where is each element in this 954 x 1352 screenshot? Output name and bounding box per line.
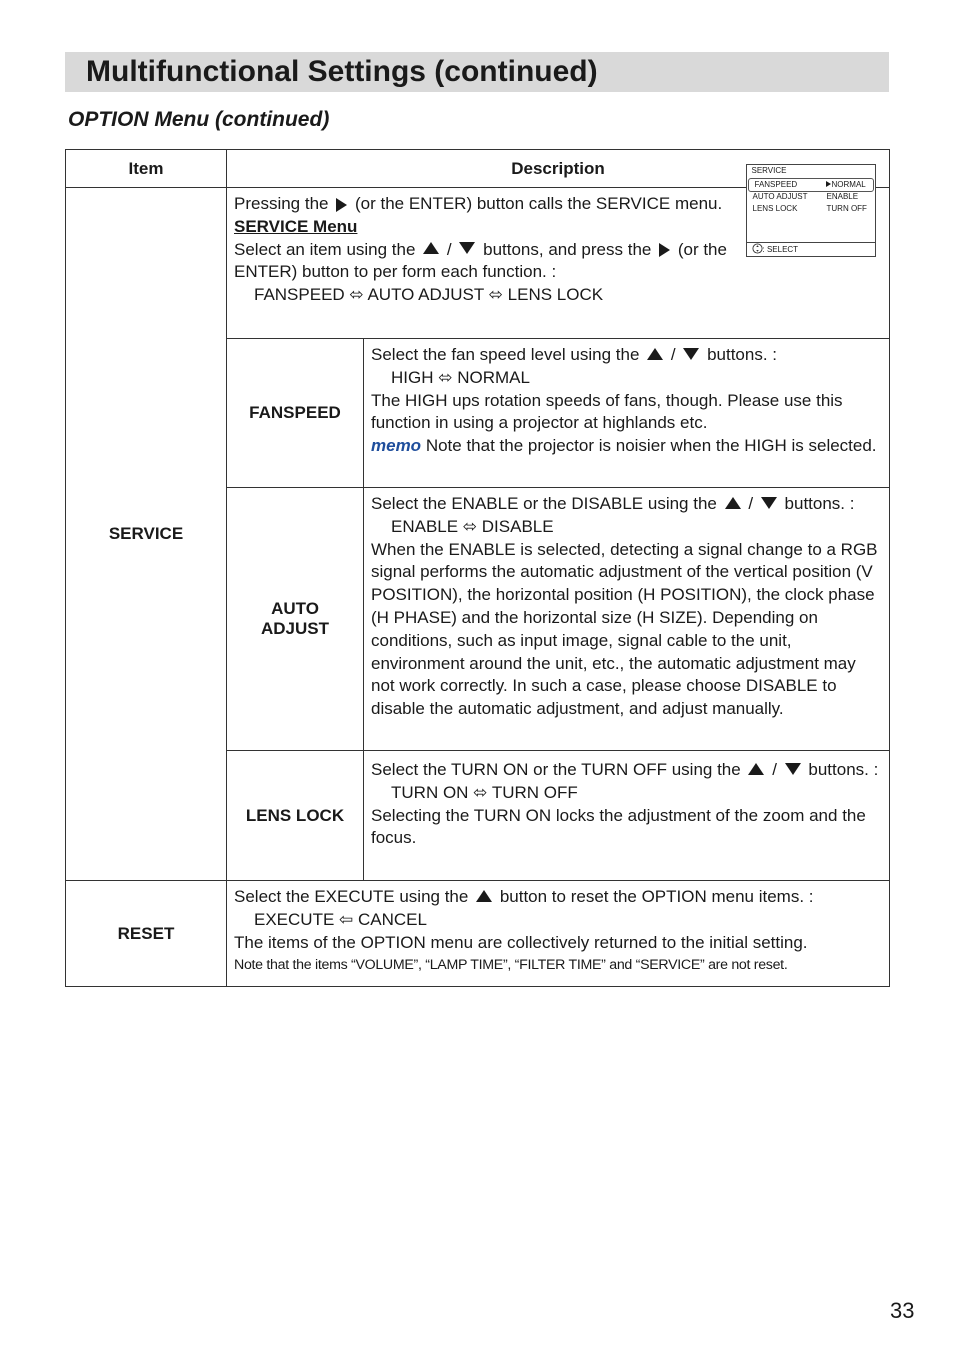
osd-value: ENABLE [826, 191, 859, 201]
auto-adjust-description [364, 488, 890, 751]
reset-options: EXECUTE ⇦ CANCEL [254, 909, 427, 929]
text: Select the TURN ON or the TURN OFF using the [371, 760, 741, 779]
fanspeed-body: The HIGH ups rotation speeds of fans, though. Please use this function in using a projector at highlands etc. [371, 390, 843, 433]
selected-arrow-icon [826, 181, 831, 187]
text: buttons. : [707, 345, 778, 364]
option-table [65, 149, 890, 987]
select-control-icon [752, 243, 763, 254]
right-arrow-icon [659, 243, 670, 257]
reset-note: Note that the items “VOLUME”, “LAMP TIME”, “FILTER TIME” and “SERVICE” are not reset. [234, 957, 788, 974]
table-row [66, 188, 890, 339]
text: Select the EXECUTE using the [234, 887, 469, 906]
reset-description [227, 881, 890, 987]
service-menu-heading: SERVICE Menu [234, 216, 358, 236]
text: Pressing the [234, 194, 329, 213]
memo-text: Note that the projector is noisier when the HIGH is selected. [425, 436, 877, 456]
osd-value [826, 179, 866, 191]
up-arrow-icon [423, 242, 439, 254]
osd-key: LENS LOCK [752, 203, 798, 213]
down-arrow-icon [761, 497, 777, 509]
osd-value-text: NORMAL [831, 179, 866, 189]
osd-header: SERVICE [751, 165, 787, 175]
reset-label: RESET [66, 881, 227, 987]
title-bar [65, 52, 889, 92]
up-arrow-icon [725, 497, 741, 509]
fanspeed-description [364, 339, 890, 488]
header-item: Item [66, 150, 227, 188]
text: Select the ENABLE or the DISABLE using the [371, 494, 717, 513]
up-arrow-icon [748, 763, 764, 775]
auto-adjust-body: When the ENABLE is selected, detecting a signal change to a RGB signal performs the automatic adjustment of the vertical position (V POSITION), the horizontal position (H POSITION), the clock phase (H PHASE) and the horizontal size (H SIZE). Depending on conditions, such as input image, signal cable to the unit, environment around the unit, etc., the automatic adjustment may not work correctly. In such a case, please choose DISABLE to disable the automatic adjustment, and adjust manually. [371, 539, 878, 719]
text: buttons, and press the [483, 239, 652, 259]
osd-key: FANSPEED [754, 179, 798, 189]
osd-value: TURN OFF [826, 203, 867, 213]
page-number: 33 [890, 1298, 915, 1323]
text: / [670, 345, 676, 364]
service-menu-osd [746, 164, 876, 257]
service-sequence: FANSPEED ⬄ AUTO ADJUST ⬄ LENS LOCK [254, 285, 604, 305]
osd-row-auto-adjust [747, 191, 875, 203]
header-description: Description [227, 150, 890, 188]
text: button to reset the OPTION menu items. : [499, 887, 814, 906]
table-row [66, 881, 890, 987]
osd-footer-label [752, 243, 799, 256]
text: / [748, 494, 754, 513]
lens-lock-description [364, 751, 890, 881]
service-label: SERVICE [66, 188, 227, 881]
label-line: AUTO [271, 599, 319, 618]
down-arrow-icon [459, 242, 475, 254]
text: buttons. : [808, 760, 879, 779]
osd-row-lens-lock [747, 203, 875, 215]
text: Select the fan speed level using the [371, 345, 640, 364]
text: / [772, 760, 777, 779]
lens-lock-label: LENS LOCK [227, 751, 364, 881]
section-subtitle: OPTION Menu (continued) [68, 108, 330, 131]
up-arrow-icon [476, 890, 492, 902]
text: (or the ENTER) button to per form each function. : [234, 239, 727, 282]
right-arrow-icon [336, 198, 347, 212]
up-arrow-icon [647, 348, 663, 360]
down-arrow-icon [683, 348, 699, 360]
auto-adjust-label [227, 488, 364, 751]
osd-footer-text: : SELECT [762, 244, 799, 254]
fanspeed-label: FANSPEED [227, 339, 364, 488]
auto-adjust-options: ENABLE ⬄ DISABLE [391, 516, 554, 536]
page-title: Multifunctional Settings (continued) [86, 55, 598, 88]
osd-key: AUTO ADJUST [752, 191, 808, 201]
text: Select an item using the [234, 239, 416, 259]
osd-footer [747, 242, 875, 256]
label-line: ADJUST [260, 619, 329, 638]
text: / [446, 239, 452, 259]
reset-body: The items of the OPTION menu are collectively returned to the initial setting. [234, 932, 808, 952]
osd-row-fanspeed [748, 178, 874, 192]
text: buttons. : [784, 494, 855, 513]
down-arrow-icon [785, 763, 801, 775]
fanspeed-options: HIGH ⬄ NORMAL [391, 367, 530, 387]
lens-lock-body: Selecting the TURN ON locks the adjustment of the zoom and the focus. [371, 805, 866, 848]
lens-lock-options: TURN ON ⬄ TURN OFF [391, 782, 578, 802]
memo-label: memo [371, 436, 422, 456]
text: (or the ENTER) button calls the SERVICE menu. [354, 194, 723, 213]
